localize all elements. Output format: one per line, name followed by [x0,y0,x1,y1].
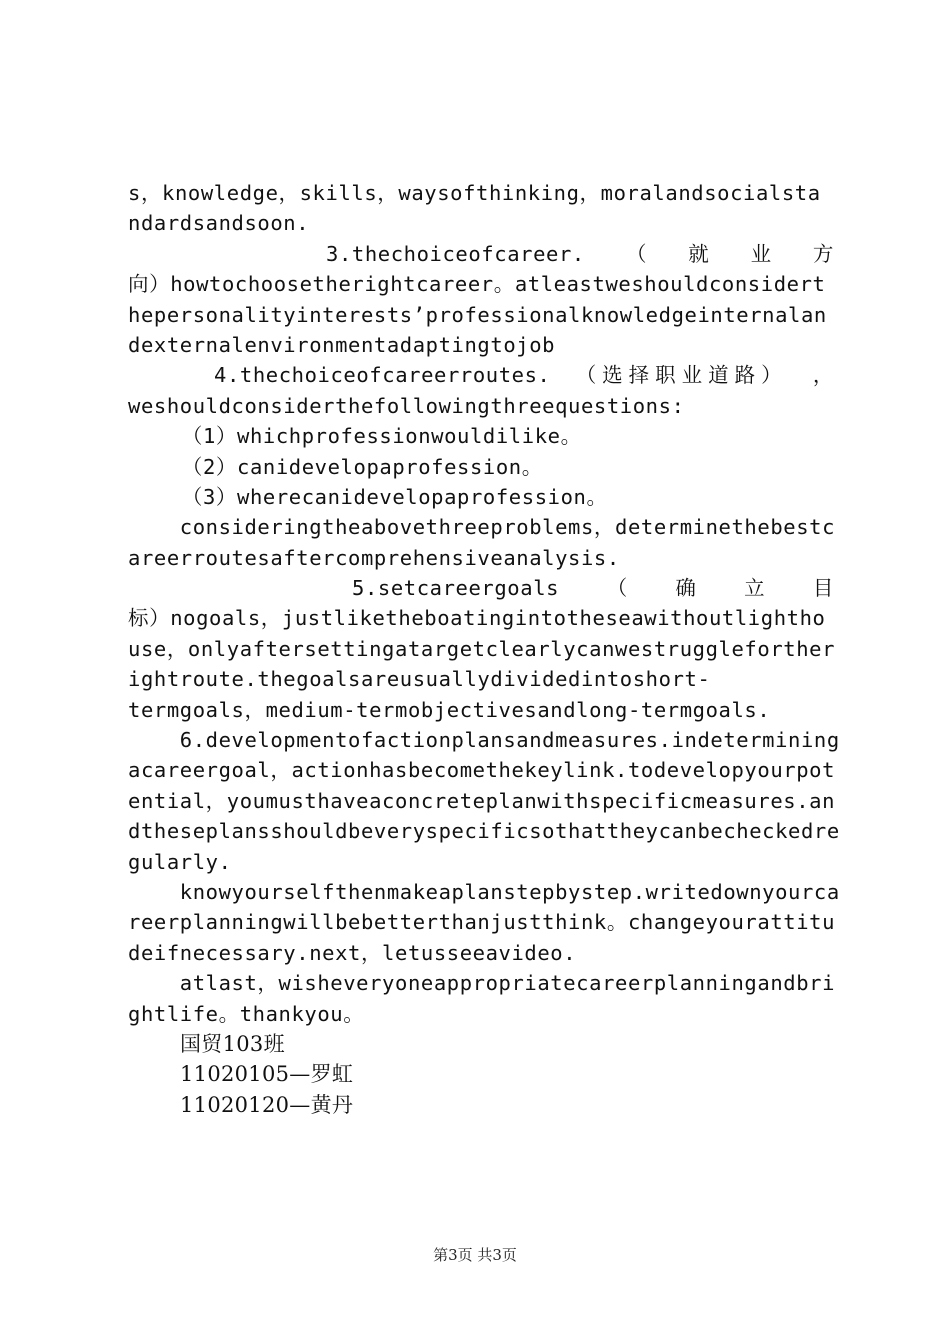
text-line: termgoals，medium-termobjectivesandlong-termgoals. [128,697,771,722]
text-line: weshouldconsiderthefollowingthreequestions: [128,393,685,418]
text-line: ightroute.thegoalsareusuallydividedintoshort- [128,667,711,692]
text-line-justified [128,360,834,390]
text-run: 目 [812,576,834,601]
text-run: 确 [675,576,697,601]
text-run: 4.thechoiceofcareerroutes. [214,363,551,388]
text-run: ， [812,363,834,388]
page-footer: 第3页 共3页 [433,1246,517,1264]
text-line: 6.developmentofactionplansandmeasures.indetermining [128,728,840,753]
text-run: 业 [750,241,772,266]
text-line: hepersonalityinterests’professionalknowledgeinternalan [128,302,827,327]
document-body [128,178,840,1120]
text-run: 5.setcareergoals [352,576,560,601]
text-line: reerplanningwillbebetterthanjustthink。changeyourattitu [128,910,836,935]
text-line: s，knowledge，skills，waysofthinking，moralandsocialsta [128,181,821,205]
text-run: （选择职业道路） [575,363,788,388]
text-line: deifnecessary.next，letusseeavideo. [128,940,577,965]
text-line: （2）canidevelopaprofession。 [156,454,543,479]
text-run: 立 [744,576,766,601]
text-line: 向）howtochoosetherightcareer。atleastweshouldconsidert [128,272,826,297]
text-line: areerroutesaftercomprehensiveanalysis. [128,545,620,570]
text-run: （ [626,241,648,266]
text-line: consideringtheabovethreeproblems，determinethebestc [128,515,836,540]
text-line: acareergoal，actionhasbecomethekeylink.todevelopyourpot [128,758,836,783]
text-line-justified [128,239,834,269]
text-line: 标）nogoals，justliketheboatingintotheseawithoutlightho [128,606,826,631]
text-run: （ [606,576,628,601]
text-run: 就 [688,241,710,266]
text-line: dexternalenvironmentadaptingtojob [128,332,556,357]
text-line: ndardsandsoon. [128,211,310,236]
text-line: knowyourselfthenmakeaplanstepbystep.writedownyourca [128,879,840,904]
text-line: （1）whichprofessionwouldilike。 [156,424,582,449]
text-line: gularly. [128,849,232,874]
signature-class: 国贸103班 [180,1031,285,1056]
text-line: atlast，wisheveryoneappropriatecareerplanningandbri [128,971,836,996]
signature-member: 11020105—罗虹 [180,1062,354,1087]
text-line: （3）wherecanidevelopaprofession。 [156,484,608,509]
text-line-justified [128,573,834,603]
text-run: 3.thechoiceofcareer. [326,241,585,266]
text-line: ential，youmusthaveaconcreteplanwithspecificmeasures.an [128,788,836,813]
text-line: dtheseplansshouldbeveryspecificsothattheycanbecheckedre [128,819,840,844]
signature-member: 11020120—黄丹 [180,1092,354,1117]
text-run: 方 [812,241,834,266]
text-line: ghtlife。thankyou。 [128,1001,365,1026]
text-line: use，onlyaftersettingatargetclearlycanwestruggleforther [128,636,836,661]
